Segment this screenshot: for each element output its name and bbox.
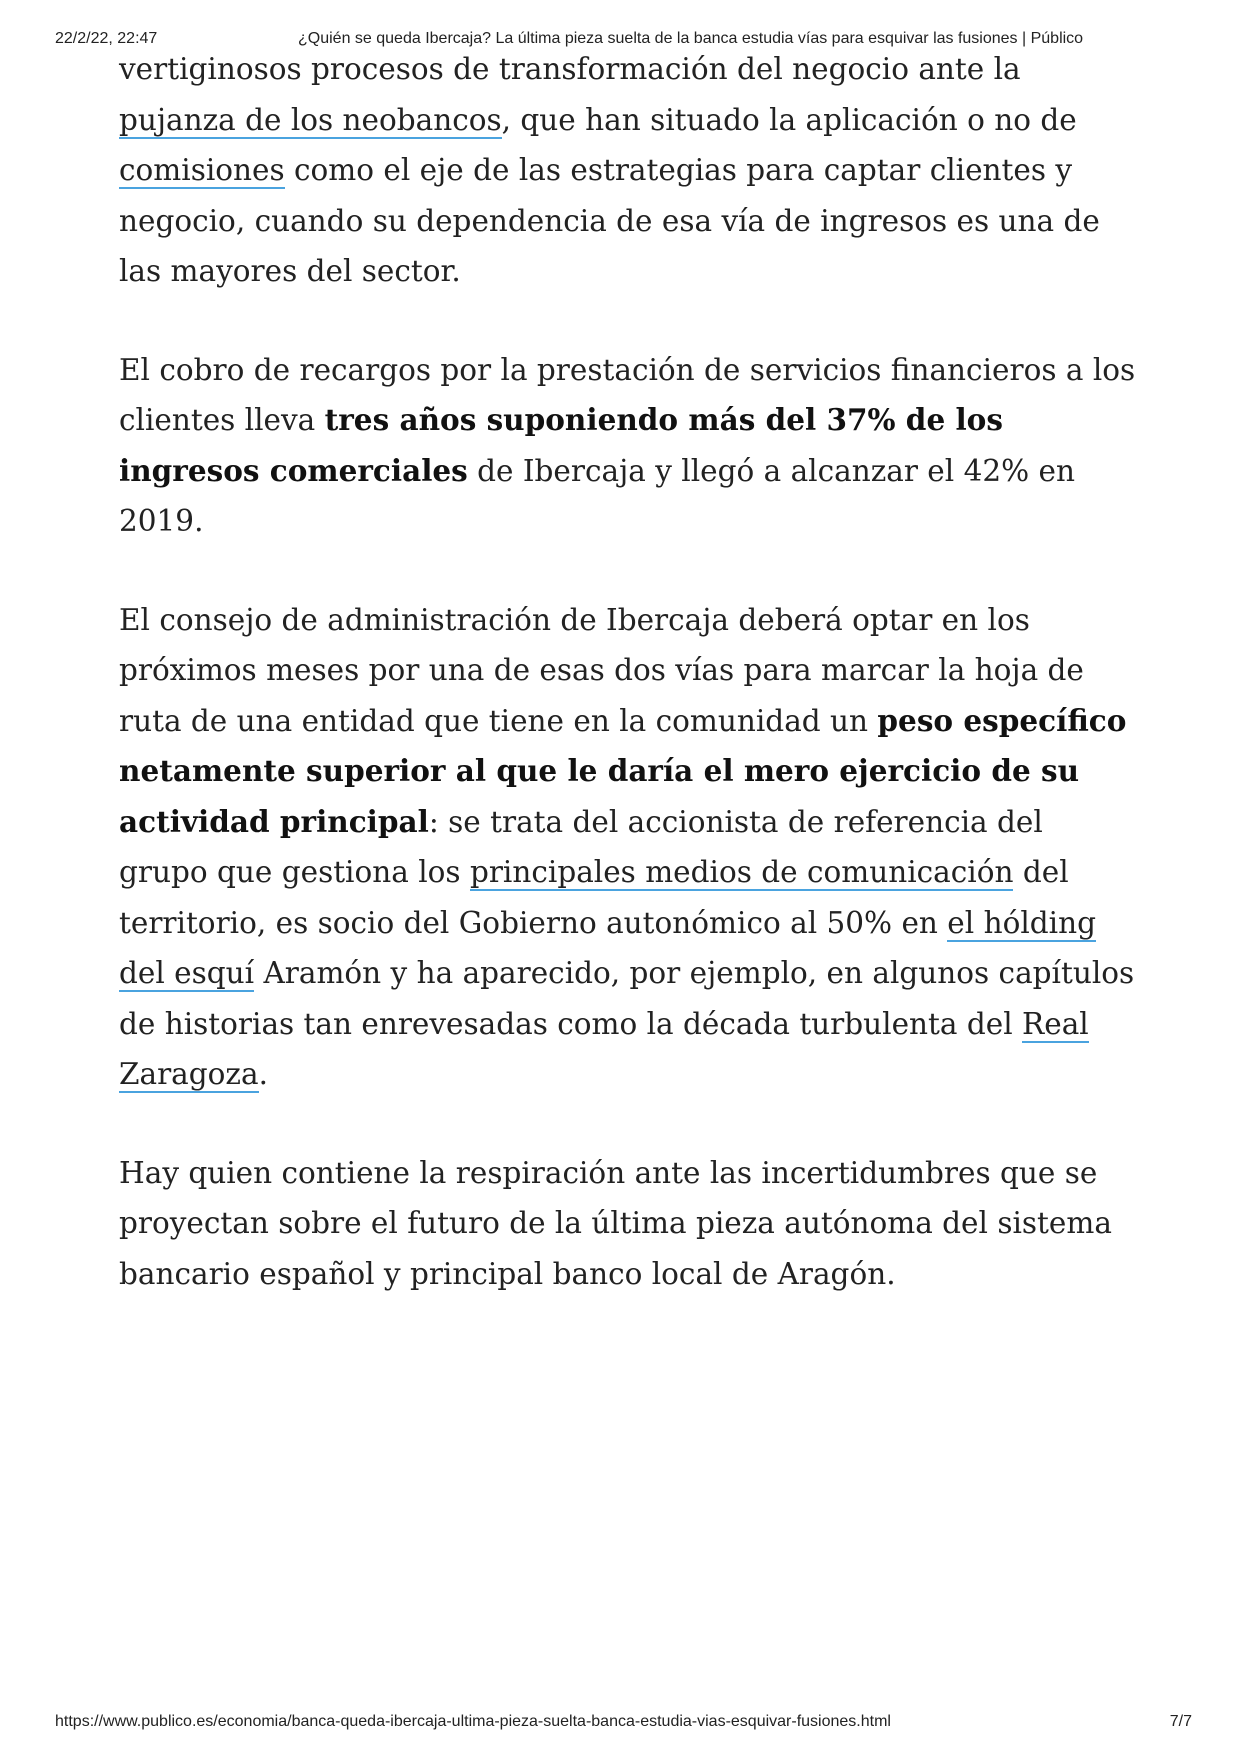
paragraph-3 [119,595,1139,1100]
paragraph-text: del territorio, es socio del Gobierno autonómico al 50% en [119,855,1069,940]
paragraph-4 [119,1148,1139,1300]
bold-text: peso específico netamente superior al que le daría el mero ejercicio de su actividad principal [119,702,1127,839]
paragraph-text: : se trata del accionista de referencia del grupo que gestiona los [119,804,1043,889]
paragraph-text: de Ibercaja y llegó a alcanzar el 42% en 2019. [119,453,1075,538]
paragraph-1 [119,44,1139,297]
paragraph-text: como el eje de las estrategias para captar clientes y negocio, cuando su dependencia de esa vía de ingresos es una de las mayores del sector. [119,153,1100,288]
article-body [119,44,1139,1347]
paragraph-text: El consejo de administración de Ibercaja deberá optar en los próximos meses por una de esas dos vías para marcar la hoja de ruta de una entidad que tiene en la comunidad un [119,602,1084,738]
link-comisiones[interactable]: comisiones [119,153,285,187]
paragraph-text: Aramón y ha aparecido, por ejemplo, en algunos capítulos de historias tan enrevesadas como la década turbulenta del [119,956,1135,1041]
link-medios-comunicacion[interactable]: principales medios de comunicación [469,855,1014,889]
bold-text: tres años suponiendo más del 37% de los ingresos comerciales [119,402,1003,488]
link-pujanza-neobancos[interactable]: pujanza de los neobancos [119,102,502,137]
link-holding-esqui[interactable]: el hólding del esquí [119,905,1096,990]
paragraph-2 [119,345,1139,547]
paragraph-text: vertiginosos procesos de transformación del negocio ante la [119,52,1021,86]
paragraph-text: Hay quien contiene la respiración ante las incertidumbres que se proyectan sobre el futuro de la última pieza autónoma del sistema bancario español y principal banco local de Aragón. [119,1155,1112,1291]
paragraph-text: , que han situado la aplicación o no de [501,102,1077,137]
link-real-zaragoza[interactable]: Real Zaragoza [119,1006,1089,1091]
paragraph-text: . [258,1057,268,1091]
print-date: 22/2/22, 22:47 [55,30,158,47]
print-page-title: ¿Quién se queda Ibercaja? La última pieza suelta de la banca estudia vías para esquivar las fusiones | Público [298,30,1084,47]
page-url: https://www.publico.es/economia/banca-queda-ibercaja-ultima-pieza-suelta-banca-estudia-vias-esquivar-fusiones.html [55,1713,891,1730]
paragraph-text: El cobro de recargos por la prestación de servicios financieros a los clientes lleva [119,352,1136,437]
page-number: 7/7 [1169,1713,1192,1730]
